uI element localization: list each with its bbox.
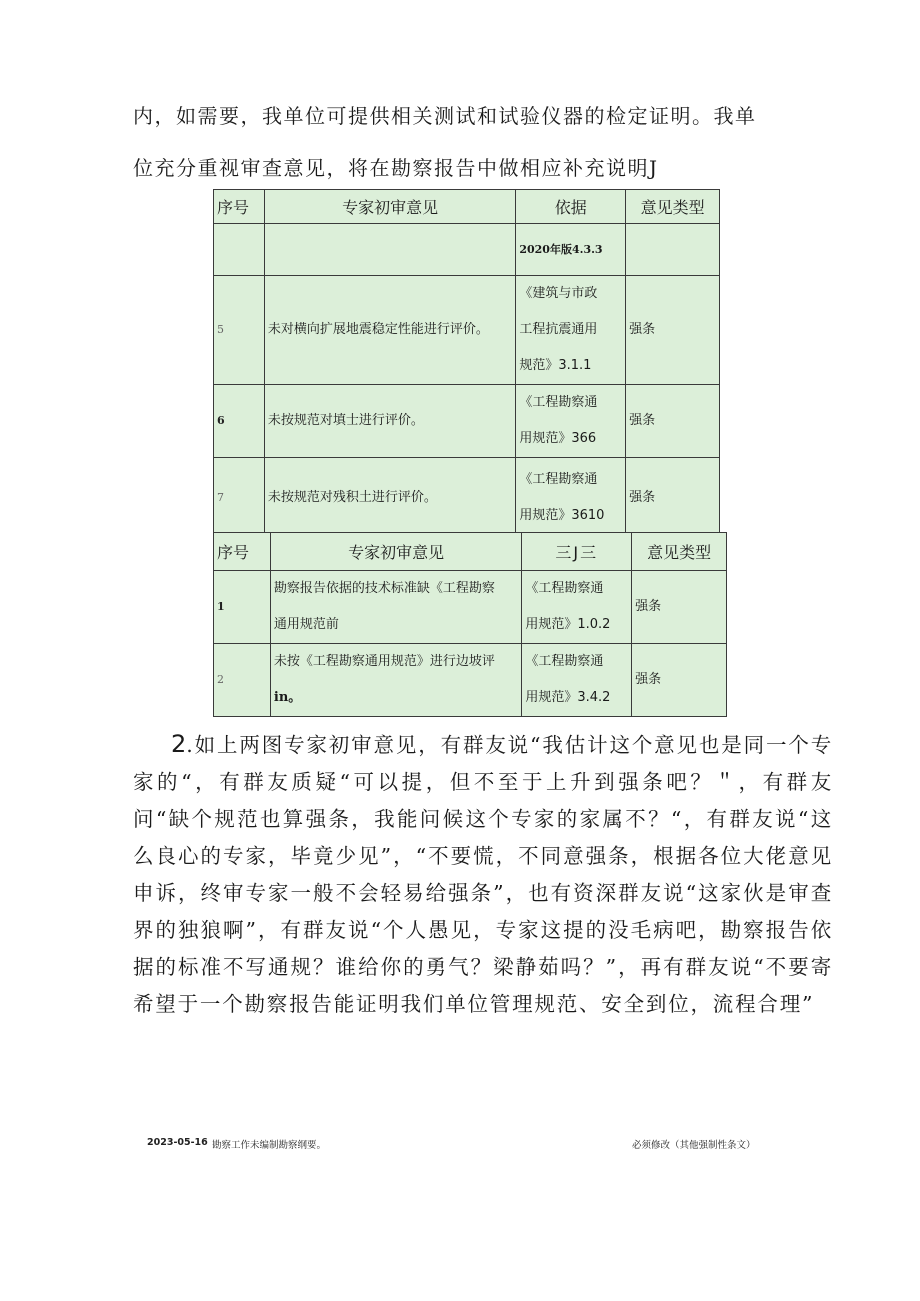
basis-line: 工程抗震通用 <box>519 322 598 337</box>
row-num <box>214 224 265 276</box>
row-opinion <box>264 224 515 276</box>
row-type <box>626 224 720 276</box>
footer-date: 2023-05-16 <box>147 1137 208 1148</box>
table-header-row <box>214 190 720 224</box>
row-type: 强条 <box>632 571 727 644</box>
row-basis <box>516 224 626 276</box>
intro-line-1: 内，如需要，我单位可提供相关测试和试验仪器的检定证明。我单 <box>133 104 757 128</box>
intro-line-2: 位充分重视审查意见，将在勘察报告中做相应补充说明J <box>133 156 659 180</box>
row-type: 强条 <box>626 385 720 458</box>
row-basis <box>522 644 632 717</box>
table-row <box>214 458 720 538</box>
row-num: 6 <box>214 385 265 458</box>
footer-right: 必须修改（其他强制性条文） <box>632 1140 756 1151</box>
header-opinion: 专家初审意见 <box>270 533 521 571</box>
row-type: 强条 <box>626 458 720 538</box>
row-basis <box>516 276 626 385</box>
basis-line: 用规范》1.0.2 <box>525 617 611 632</box>
basis-line: 用规范》3.4.2 <box>525 690 611 705</box>
basis-line: 《工程勘察通 <box>525 654 604 669</box>
row-num: 5 <box>214 276 265 385</box>
row-type: 强条 <box>626 276 720 385</box>
comment-paragraph <box>133 726 833 1023</box>
table-row <box>214 224 720 276</box>
row-opinion <box>270 644 521 717</box>
header-basis: 三J三 <box>522 533 632 571</box>
row-opinion: 未按规范对填士进行评价。 <box>264 385 515 458</box>
basis-line: 用规范》3610 <box>519 507 605 523</box>
header-type: 意见类型 <box>632 533 727 571</box>
row-type: 强条 <box>632 644 727 717</box>
basis-line: 规范》3.1.1 <box>519 358 592 373</box>
table-row <box>214 571 727 644</box>
row-basis <box>522 571 632 644</box>
table-row <box>214 644 727 717</box>
header-opinion: 专家初审意见 <box>264 190 515 224</box>
paragraph-number: 2 <box>171 730 187 758</box>
paragraph-text: .如上两图专家初审意见，有群友说“我估计这个意见也是同一个专家的“，有群友质疑“可以提，但不至于上升到强条吧？＂，有群友问“缺个规范也算强条，我能问候这个专家的家属不？“，有群友说“这么良心的专家，毕竟少见”，“不要慌，不同意强条，根据各位大佬意见申诉，终审专家一般不会轻易给强条”，也有资深群友说“这家伙是审查界的独狼啊”，有群友说“个人愚见，专家这提的没毛病吧，勘察报告依据的标准不写通规？谁给你的勇气？梁静茹吗？”，再有群友说“不要寄希望于一个勘察报告能证明我们单位管理规范、安全到位，流程合理” <box>133 733 833 1016</box>
row-opinion: 未对横向扩展地震稳定性能进行评价。 <box>264 276 515 385</box>
opinion-line: in。 <box>273 690 302 705</box>
basis-line: 《工程勘察通 <box>519 471 598 487</box>
opinion-line: 未按《工程勘察通用规范》进行边坡评 <box>273 654 495 669</box>
row-num: 2 <box>214 644 271 717</box>
header-basis: 依据 <box>516 190 626 224</box>
row-num: 1 <box>214 571 271 644</box>
table-row <box>214 276 720 385</box>
header-num: 序号 <box>214 190 265 224</box>
row-num: 7 <box>214 458 265 538</box>
opinion-line: 勘察报告依据的技术标准缺《工程勘察 <box>273 581 495 596</box>
row-basis <box>516 385 626 458</box>
header-type: 意见类型 <box>626 190 720 224</box>
opinion-table-2 <box>213 532 727 717</box>
row-opinion: 未按规范对残积土进行评价。 <box>264 458 515 538</box>
row-basis <box>516 458 626 538</box>
basis-line: 《建筑与市政 <box>519 286 598 301</box>
basis-line: 2020年版4.3.3 <box>519 242 603 256</box>
basis-line: 《工程勘察通 <box>519 395 598 410</box>
row-opinion <box>270 571 521 644</box>
header-num: 序号 <box>214 533 271 571</box>
basis-line: 《工程勘察通 <box>525 581 604 596</box>
basis-line: 用规范》366 <box>519 431 597 446</box>
table-header-row <box>214 533 727 571</box>
opinion-table-1 <box>213 189 720 538</box>
table-row <box>214 385 720 458</box>
opinion-line: 通用规范前 <box>273 617 339 632</box>
footer-note: 勘察工作未编制勘察纲要。 <box>212 1140 327 1151</box>
